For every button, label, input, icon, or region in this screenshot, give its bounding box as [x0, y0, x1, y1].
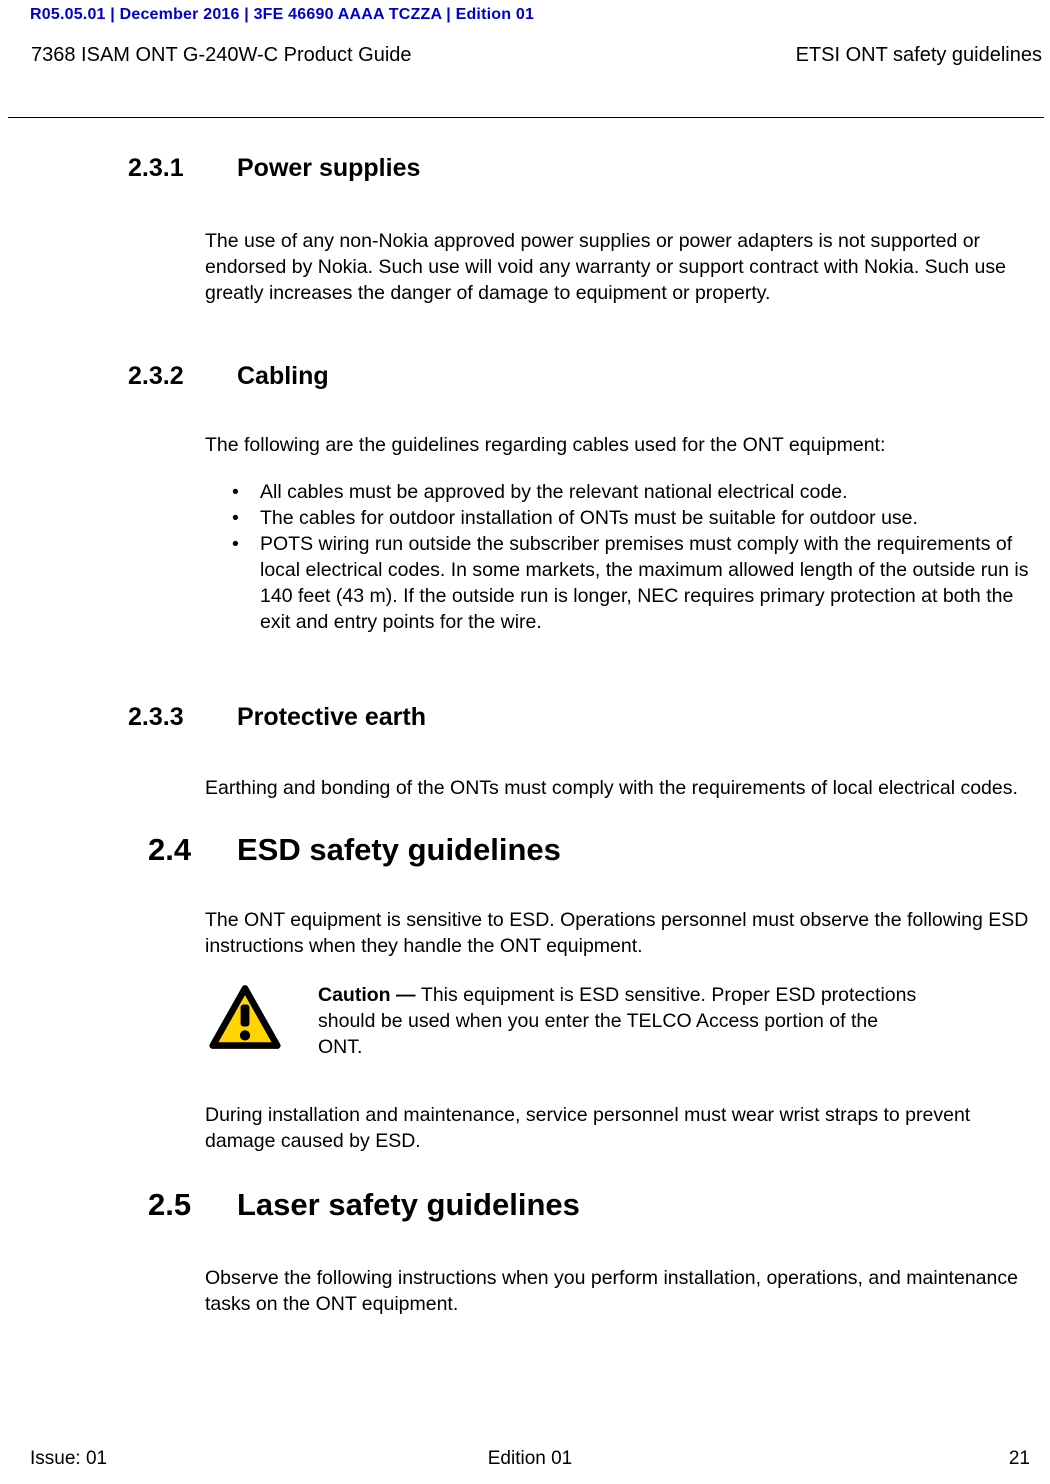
- bullet-item: [232, 479, 1040, 505]
- bullet-glyph: •: [232, 533, 239, 555]
- bullet-text: All cables must be approved by the relevant national electrical code.: [260, 481, 848, 503]
- section-title: Cabling: [237, 362, 329, 390]
- paragraph-esd-wrist-straps: During installation and maintenance, service personnel must wear wrist straps to prevent damage caused by ESD.: [205, 1104, 971, 1152]
- section-heading-power-supplies: [128, 154, 1050, 183]
- section-number: 2.3.3: [128, 703, 184, 731]
- bullet-glyph: •: [232, 481, 239, 503]
- section-number: 2.3.1: [128, 154, 184, 182]
- section-heading-protective-earth: [128, 703, 1050, 732]
- section-heading-esd: [148, 832, 1050, 868]
- paragraph-protective-earth: Earthing and bonding of the ONTs must comply with the requirements of local electrical codes.: [205, 777, 1018, 799]
- caution-admonition: [208, 982, 1050, 1060]
- paragraph-esd-intro: The ONT equipment is sensitive to ESD. Operations personnel must observe the following ESD instructions when they handle the ONT equipment.: [205, 909, 1029, 957]
- section-title: Protective earth: [237, 703, 426, 731]
- document-revision-banner: R05.05.01 | December 2016 | 3FE 46690 AAAA TCZZA | Edition 01: [30, 6, 535, 23]
- section-number: 2.4: [148, 832, 192, 867]
- bullet-text: The cables for outdoor installation of ONTs must be suitable for outdoor use.: [260, 507, 918, 529]
- section-number: 2.3.2: [128, 362, 184, 390]
- section-heading-cabling: [128, 362, 1050, 391]
- section-number: 2.5: [148, 1187, 192, 1222]
- paragraph-power-supplies: The use of any non-Nokia approved power supplies or power adapters is not supported or endorsed by Nokia. Such use will void any warranty or support contract with Nokia. Such use greatly increases the danger of damage to equipment or property.: [205, 230, 1006, 304]
- paragraph-laser-intro: Observe the following instructions when you perform installation, operations, and maintenance tasks on the ONT equipment.: [205, 1267, 1018, 1315]
- section-heading-laser: [148, 1187, 1050, 1223]
- caution-label: Caution —: [318, 984, 421, 1006]
- section-title: ESD safety guidelines: [237, 832, 561, 867]
- section-title: Power supplies: [237, 154, 421, 182]
- bullet-glyph: •: [232, 507, 239, 529]
- caution-text: [318, 982, 918, 1060]
- header-document-title: 7368 ISAM ONT G-240W-C Product Guide: [31, 44, 412, 66]
- page-content: [0, 118, 1050, 1317]
- footer-page-number: 21: [1008, 1448, 1030, 1469]
- footer-issue: Issue: 01: [30, 1448, 108, 1469]
- warning-triangle-icon: [208, 982, 282, 1055]
- paragraph-cabling-intro: The following are the guidelines regarding cables used for the ONT equipment:: [205, 434, 886, 456]
- cabling-bullet-list: [232, 479, 1040, 635]
- page-header: [31, 44, 1042, 67]
- bullet-item: [232, 531, 1040, 635]
- footer-edition: Edition 01: [487, 1448, 573, 1469]
- bullet-item: [232, 505, 1040, 531]
- bullet-text: POTS wiring run outside the subscriber premises must comply with the requirements of local electrical codes. In some markets, the maximum allowed length of the outside run is 140 feet (43 m). If the outside run is longer, NEC requires primary protection at both the exit and entry points for the wire.: [260, 533, 1029, 633]
- caution-body: This equipment is ESD sensitive. Proper ESD protections should be used when you enter the TELCO Access portion of the ONT.: [318, 984, 917, 1058]
- section-title: Laser safety guidelines: [237, 1187, 580, 1222]
- header-chapter-title: ETSI ONT safety guidelines: [795, 44, 1042, 66]
